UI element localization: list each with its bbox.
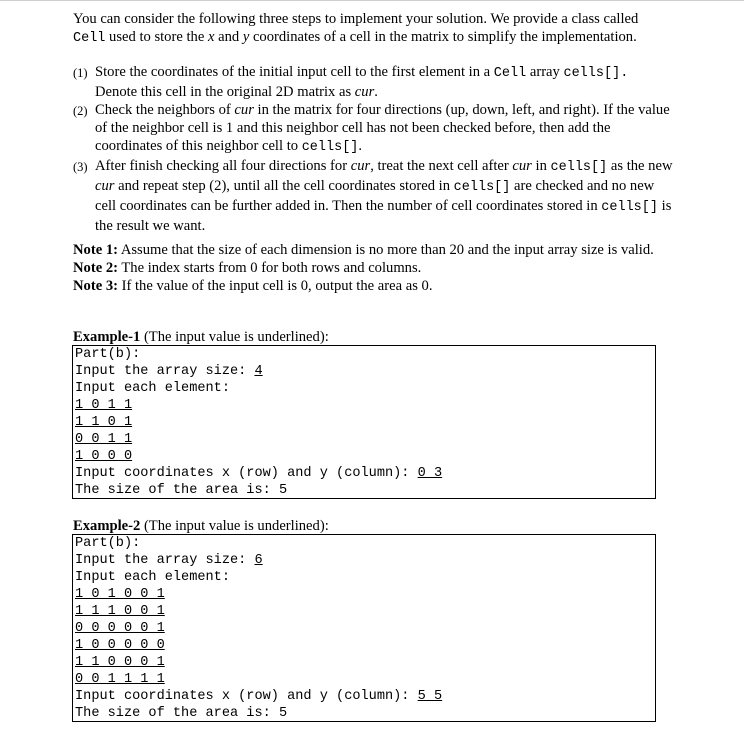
matrix-row: 1 0 0 0 0 0 [75,638,165,653]
console-line-result: The size of the area is: 5 [75,706,288,721]
matrix-row: 0 0 0 0 0 1 [75,621,165,636]
console-line-size: Input the array size: 6 [75,553,263,568]
console-line-coords: Input coordinates x (row) and y (column): 5 5 [75,689,443,704]
example-2-console [72,534,656,722]
step-1: (1) Store the coordinates of the initial input cell to the first element in a Cell array cells[]. Denote this cell in the original 2D matrix as cur. [73,64,629,100]
console-line-result: The size of the area is: 5 [75,483,288,498]
console-line-each: Input each element: [75,570,230,585]
steps-list [73,63,673,235]
console-line-each: Input each element: [75,381,230,396]
matrix-row: 0 0 1 1 1 1 [75,672,165,687]
matrix-row: 1 1 0 0 0 1 [75,655,165,670]
console-line-size: Input the array size: 4 [75,364,263,379]
console-line-part: Part(b): [75,536,141,551]
notes [73,241,673,295]
note-2: Note 2: The index starts from 0 for both rows and columns. [73,260,422,276]
console-line-part: Part(b): [75,347,141,362]
matrix-row: 1 0 1 1 [75,398,133,413]
top-divider [0,0,744,1]
note-3: Note 3: If the value of the input cell is 0, output the area as 0. [73,278,433,294]
matrix-row: 1 1 1 0 0 1 [75,604,165,619]
example-2-title: Example-2 (The input value is underlined): [73,518,329,534]
matrix-row: 0 0 1 1 [75,432,133,447]
step-3: (3) After finish checking all four directions for cur, treat the next cell after cur in cells[] as the new cur and repeat step (2), until all the cell coordinates stored in cells[] are checked and no new cell coordinates can be further added in. Then the number of cell coordinates stored in cells[] is the result we want. [73,158,673,234]
matrix-row: 1 0 1 0 0 1 [75,587,165,602]
matrix-row: 1 0 0 0 [75,449,133,464]
step-2: (2) Check the neighbors of cur in the matrix for four directions (up, down, left, and right). If the value of the neighbor cell is 1 and this neighbor cell has not been checked before, then add the coordinates of this neighbor cell to cells[]. [73,102,670,155]
example-1-title: Example-1 (The input value is underlined): [73,329,329,345]
intro-paragraph: You can consider the following three steps to implement your solution. We provide a class called Cell used to store the x and y coordinates of a cell in the matrix to simplify the implementation. [73,11,639,46]
matrix-row: 1 1 0 1 [75,415,133,430]
note-1: Note 1: Assume that the size of each dimension is no more than 20 and the input array size is valid. [73,242,654,258]
example-1-console [72,345,656,499]
console-line-coords: Input coordinates x (row) and y (column): 0 3 [75,466,443,481]
